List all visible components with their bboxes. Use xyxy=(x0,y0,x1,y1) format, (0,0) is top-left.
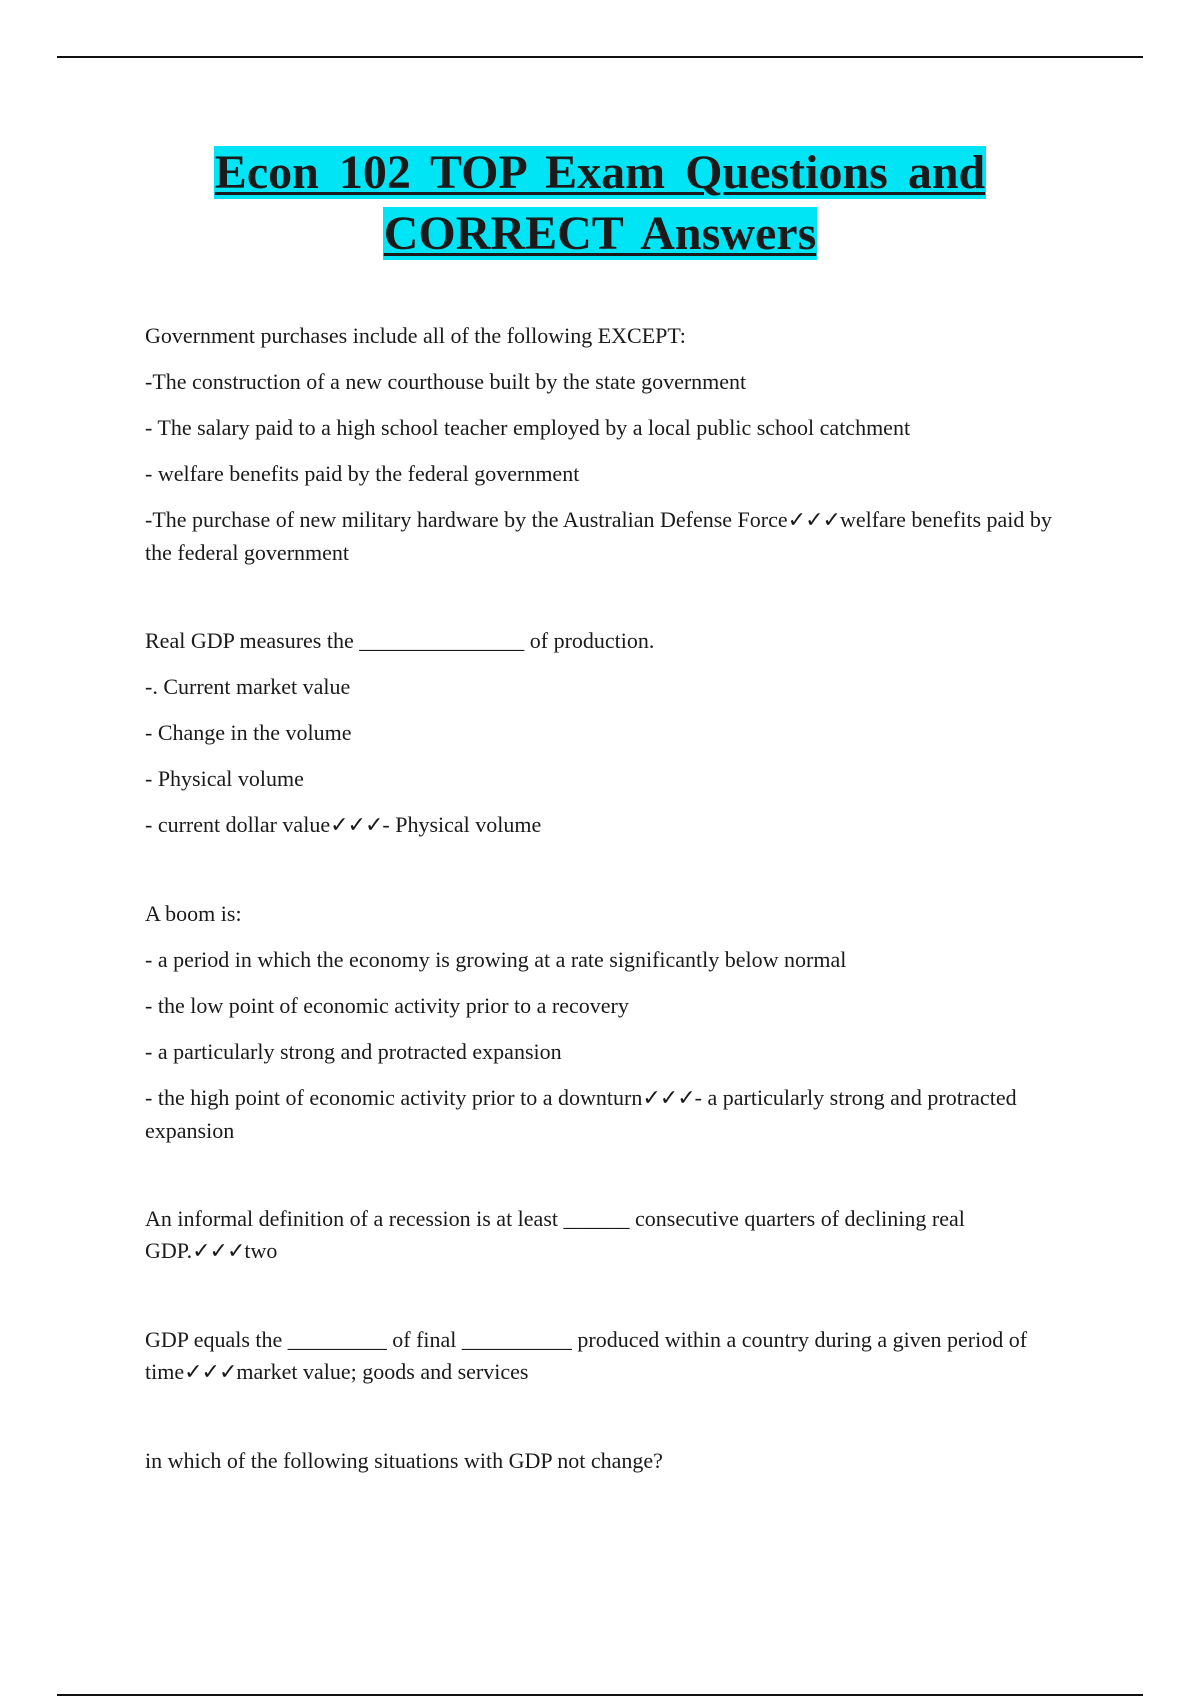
title-line-1: Econ 102 TOP Exam Questions and xyxy=(214,146,986,199)
question-block xyxy=(145,898,1065,1147)
answer-line xyxy=(145,809,1065,842)
answer-line xyxy=(145,1082,1065,1147)
answer-text: market value; goods and services xyxy=(236,1359,529,1384)
question-text: An informal definition of a recession is at least ______ consecutive quarters of declining real GDP. xyxy=(145,1206,965,1263)
title-line-2: CORRECT Answers xyxy=(383,207,817,260)
checkmark-icon: ✓✓✓ xyxy=(184,1360,237,1385)
answer-line xyxy=(145,1324,1065,1389)
option-text: -. Current market value xyxy=(145,674,351,699)
answer-text: - Physical volume xyxy=(382,812,542,837)
answer-line xyxy=(145,1203,1065,1268)
checkmark-icon: ✓✓✓ xyxy=(192,1239,245,1264)
option-text: - the low point of economic activity prior to a recovery xyxy=(145,993,629,1018)
option-text: -The purchase of new military hardware by the Australian Defense Force xyxy=(145,507,788,532)
option-text: - Physical volume xyxy=(145,766,304,791)
checkmark-icon: ✓✓✓ xyxy=(330,813,383,838)
option-text: - Change in the volume xyxy=(145,720,352,745)
option-text: - current dollar value xyxy=(145,812,331,837)
question-text: GDP equals the _________ of final __________ produced within a country during a given period of time xyxy=(145,1327,1028,1384)
answer-text: welfare benefits paid by the federal government xyxy=(145,507,1052,565)
question-text: A boom is: xyxy=(145,901,242,926)
question-list xyxy=(145,320,1065,1477)
question-block xyxy=(145,625,1065,842)
question-text: in which of the following situations with GDP not change? xyxy=(145,1448,663,1473)
question-text: Government purchases include all of the following EXCEPT: xyxy=(145,323,686,348)
option-text: - a period in which the economy is growing at a rate significantly below normal xyxy=(145,947,847,972)
question-block xyxy=(145,1445,1065,1477)
question-block xyxy=(145,1324,1065,1389)
question-block xyxy=(145,320,1065,569)
option-text: - the high point of economic activity prior to a downturn xyxy=(145,1085,643,1110)
option-text: -The construction of a new courthouse built by the state government xyxy=(145,369,747,394)
question-text: Real GDP measures the _______________ of production. xyxy=(145,628,655,653)
option-text: - The salary paid to a high school teacher employed by a local public school catchment xyxy=(145,415,911,440)
bottom-rule xyxy=(57,1694,1143,1696)
option-text: - a particularly strong and protracted expansion xyxy=(145,1039,562,1064)
top-rule xyxy=(57,56,1143,58)
answer-line xyxy=(145,504,1065,569)
answer-text: two xyxy=(244,1238,278,1263)
checkmark-icon: ✓✓✓ xyxy=(787,508,840,533)
question-block xyxy=(145,1203,1065,1268)
document-title xyxy=(0,142,1200,264)
checkmark-icon: ✓✓✓ xyxy=(642,1086,695,1111)
option-text: - welfare benefits paid by the federal government xyxy=(145,461,580,486)
answer-text: - a particularly strong and protracted expansion xyxy=(145,1085,1017,1143)
